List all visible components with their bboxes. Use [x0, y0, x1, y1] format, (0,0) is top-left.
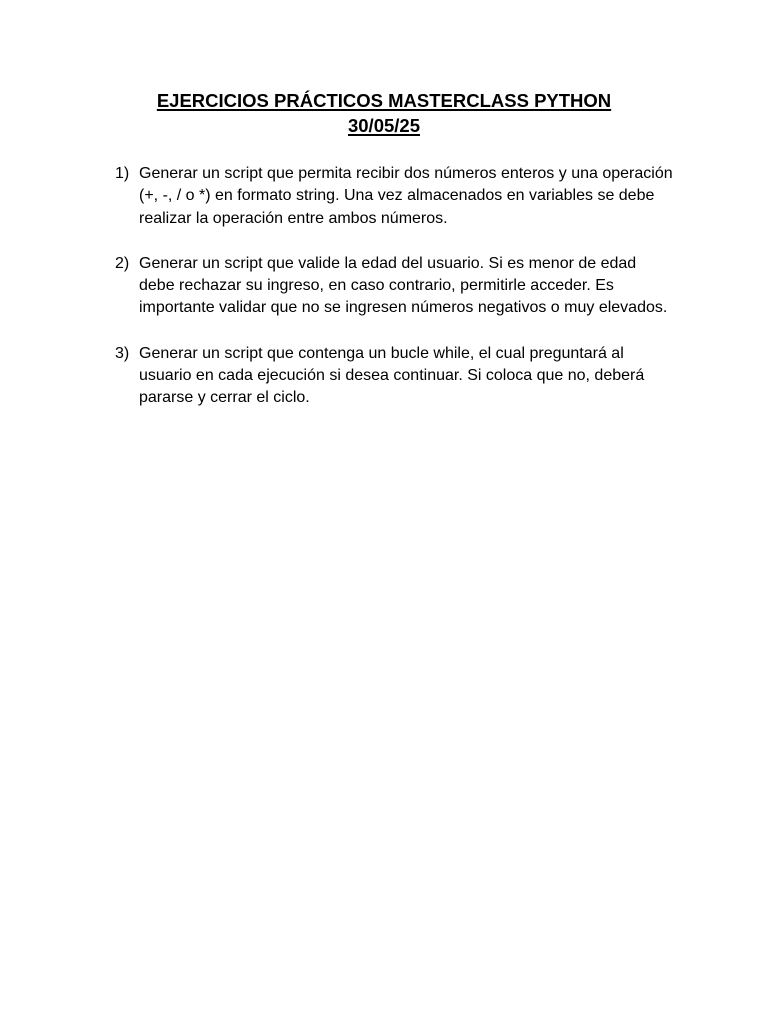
exercise-item-1	[115, 163, 675, 230]
exercise-item-3	[115, 343, 675, 410]
exercise-number: 3)	[115, 344, 130, 362]
document-title	[0, 88, 768, 138]
title-date: 30/05/25	[347, 115, 420, 136]
exercise-list	[115, 163, 675, 433]
exercise-number: 1)	[115, 165, 130, 182]
exercise-text: Generar un script que valide la edad del usuario. Si es menor de edad debe rechazar su ingreso, en caso contrario, permitirle acceder. Es importante validar que no se ingresen números negativos o muy elevados.	[139, 254, 668, 317]
exercise-item-2	[115, 253, 675, 320]
exercise-text: Generar un script que contenga un bucle while, el cual preguntará al usuario en cada ejecución si desea continuar. Si coloca que no, deberá pararse y cerrar el ciclo.	[139, 344, 645, 407]
title-line-1: EJERCICIOS PRÁCTICOS MASTERCLASS PYTHON	[156, 90, 612, 111]
exercise-text: Generar un script que permita recibir dos números enteros y una operación (+, -, / o *) en formato string. Una vez almacenados en variables se debe realizar la operación entre ambos números.	[139, 165, 673, 227]
exercise-number: 2)	[115, 254, 130, 272]
